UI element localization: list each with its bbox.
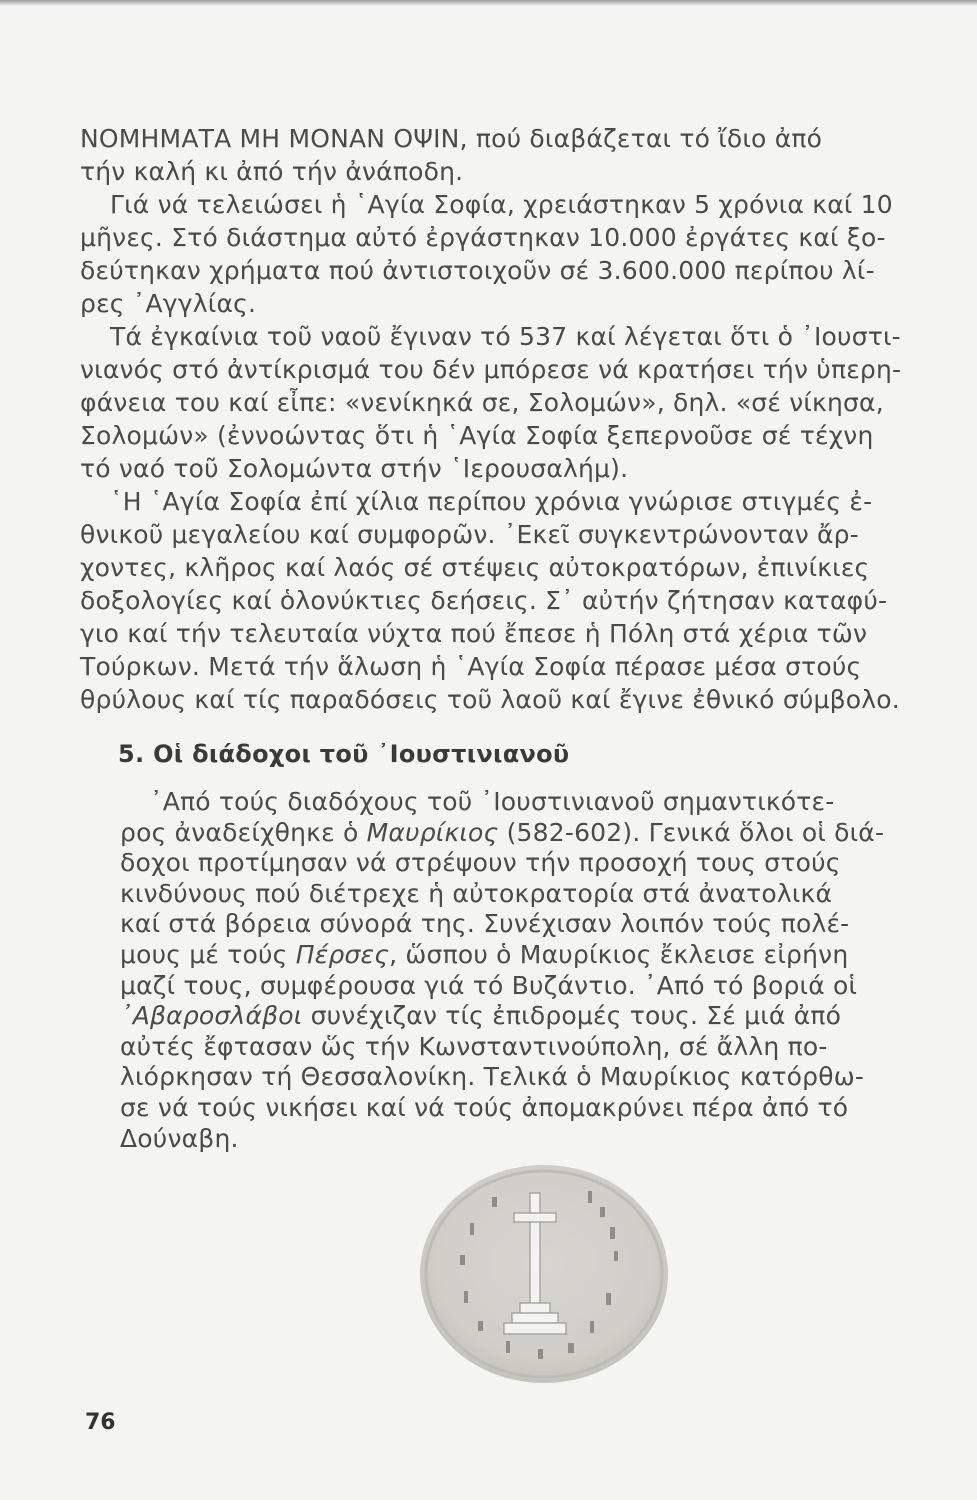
- text-line: ρες ᾿Αγγλίας.: [80, 289, 257, 318]
- coin-disc: [420, 1165, 668, 1383]
- text-fragment: (582-602). Γενικά ὅλοι οἱ διά-: [506, 817, 885, 847]
- text-line: ΝΟΜΗΜΑΤΑ ΜΗ ΜΟΝΑΝ ΟΨΙΝ, πού διαβάζεται τό ἴδιο ἀπό: [80, 124, 823, 153]
- emphasis-name: ᾿Αβαροσλάβοι: [120, 1001, 303, 1031]
- section-heading: 5. Οἱ διάδοχοι τοῦ ᾿Ιουστινιανοῦ: [118, 740, 570, 768]
- text-fragment: συνέχιζαν τίς ἐπιδρομές τους. Σέ μιά ἀπό: [310, 1001, 842, 1031]
- text-line: ῾Η ῾Αγία Σοφία ἐπί χίλια περίπου χρόνια γνώρισε στιγμές ἐ-: [110, 487, 873, 516]
- text-line: Τά ἐγκαίνια τοῦ ναοῦ ἔγιναν τό 537 καί λέγεται ὅτι ὁ ᾿Ιουστι-: [110, 322, 901, 351]
- text-line: δοξολογίες καί ὁλονύκτιες δεήσεις. Σ᾿ αὐτήν ζήτησαν καταφύ-: [80, 586, 888, 615]
- text-line: Σολομών» (ἐννοώντας ὅτι ἡ ῾Αγία Σοφία ξεπερνοῦσε σέ τέχνη: [80, 421, 874, 450]
- emphasis-name: Πέρσες: [295, 939, 390, 969]
- text-line: σε νά τούς νικήσει καί νά τούς ἀπομακρύνει πέρα ἀπό τό: [120, 1092, 849, 1122]
- text-fragment: μους μέ τούς: [120, 939, 288, 969]
- text-line: θρύλους καί τίς παραδόσεις τοῦ λαοῦ καί ἔγινε ἐθνικό σύμβολο.: [80, 685, 900, 714]
- emphasis-name: Μαυρίκιος: [366, 817, 499, 847]
- text-line: τήν καλή κι ἀπό τήν ἀνάποδη.: [80, 157, 464, 186]
- page-number: 76: [85, 1410, 116, 1435]
- text-line: φάνεια του καί εἶπε: «νενίκηκά σε, Σολομών», δηλ. «σέ νίκησα,: [80, 388, 884, 417]
- main-text: [80, 122, 932, 716]
- text-fragment: ρος ἀναδείχθηκε ὁ: [120, 817, 359, 847]
- text-line: χοντες, κλῆρος καί λαός σέ στέψεις αὐτοκρατόρων, ἐπινίκιες: [80, 553, 870, 582]
- text-line: δεύτηκαν χρήματα πού ἀντιστοιχοῦν σέ 3.600.000 περίπου λί-: [80, 256, 875, 285]
- text-fragment: , ὥσπου ὁ Μαυρίκιος ἔκλεισε εἰρήνη: [389, 939, 849, 969]
- text-line: [120, 940, 902, 971]
- text-line: ᾿Από τούς διαδόχους τοῦ ᾿Ιουστινιανοῦ σημαντικότε-: [150, 787, 835, 816]
- text-line: Δούναβη.: [120, 1123, 239, 1153]
- text-line: αὐτές ἔφτασαν ὥς τήν Κωνσταντινούπολη, σέ ἄλλη πο-: [120, 1031, 828, 1061]
- page-top-edge: [0, 0, 977, 6]
- text-line: [120, 1001, 902, 1032]
- text-line: τό ναό τοῦ Σολομώντα στήν ῾Ιερουσαλήμ).: [80, 454, 629, 483]
- text-line: Γιά νά τελειώσει ἡ ῾Αγία Σοφία, χρειάστηκαν 5 χρόνια καί 10: [110, 190, 893, 219]
- section-text: [120, 787, 902, 1154]
- text-line: νιανός στό ἀντίκρισμά του δέν μπόρεσε νά κρατήσει τήν ὑπερη-: [80, 355, 902, 384]
- text-line: γιο καί τήν τελευταία νύχτα πού ἔπεσε ἡ Πόλη στά χέρια τῶν: [80, 619, 868, 648]
- text-line: λιόρκησαν τή Θεσσαλονίκη. Τελικά ὁ Μαυρίκιος κατόρθω-: [120, 1062, 865, 1092]
- text-line: καί στά βόρεια σύνορά της. Συνέχισαν λοιπόν τούς πολέ-: [120, 909, 850, 939]
- text-line: δοχοι προτίμησαν νά στρέψουν τήν προσοχή τους στούς: [120, 848, 841, 878]
- text-line: κινδύνους πού διέτρεχε ἡ αὐτοκρατορία στά ἀνατολικά: [120, 878, 833, 908]
- text-line: μαζί τους, συμφέρουσα γιά τό Βυζάντιο. ᾿Από τό βοριά οἱ: [120, 970, 858, 1000]
- paragraph: [80, 122, 932, 188]
- paragraph: [80, 188, 932, 320]
- paragraph: [80, 320, 932, 485]
- text-line: θνικοῦ μεγαλείου καί συμφορῶν. ᾿Εκεῖ συγκεντρώνονταν ἄρ-: [80, 520, 859, 549]
- text-line: μῆνες. Στό διάστημα αὐτό ἐργάστηκαν 10.000 ἐργάτες καί ξο-: [80, 223, 886, 252]
- coin-photo: [418, 1163, 670, 1385]
- paragraph: [80, 485, 932, 716]
- text-line: [120, 818, 902, 849]
- text-line: Τούρκων. Μετά τήν ἅλωση ἡ ῾Αγία Σοφία πέρασε μέσα στούς: [80, 652, 862, 681]
